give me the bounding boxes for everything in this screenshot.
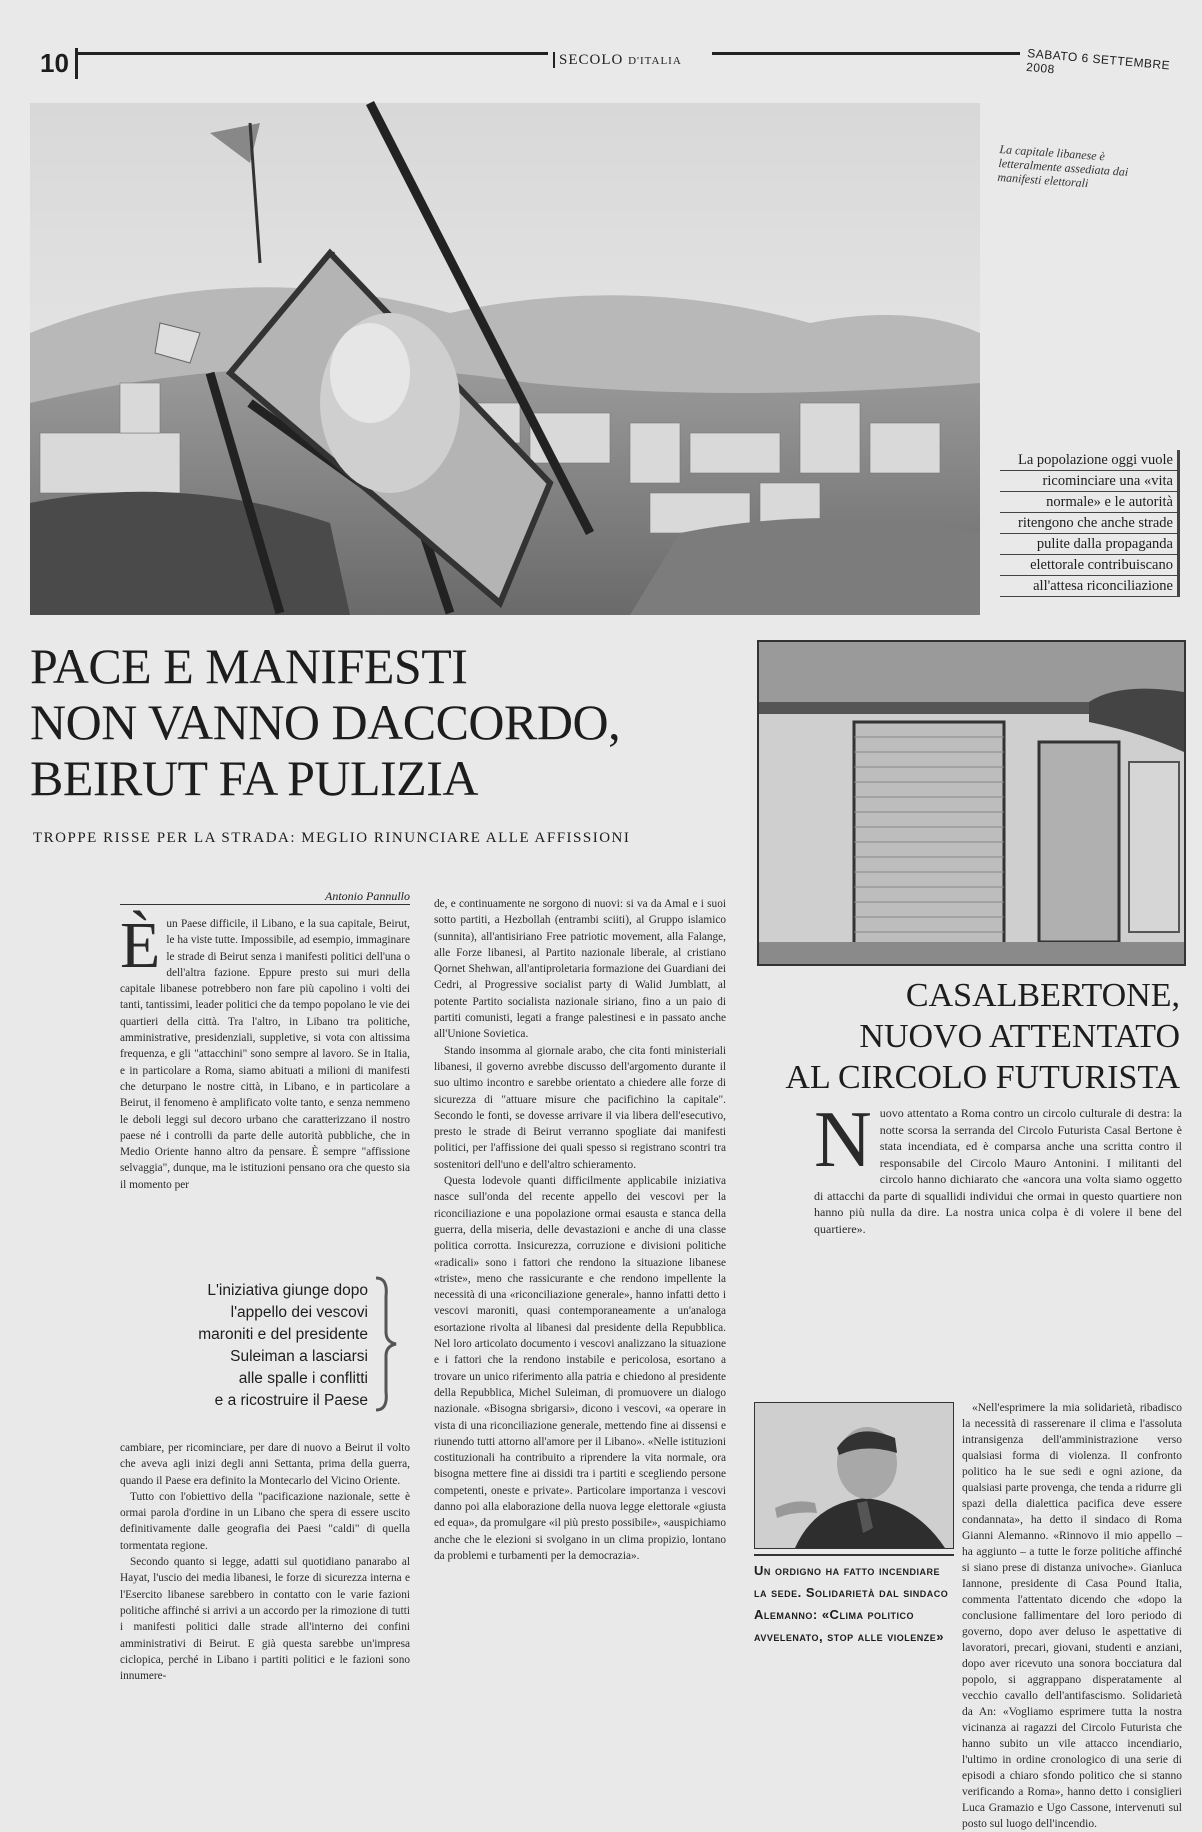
main-article-column-1 <box>120 909 410 1240</box>
main-article-column-1b <box>120 1440 410 1720</box>
sidebar-quote-line: ricominciare una «vita <box>1000 471 1180 492</box>
pull-quote-line: Suleiman a lasciarsi <box>230 1348 368 1365</box>
body-paragraph: Tutto con l'obiettivo della "pacificazione nazionale, sette è ormai parola d'ordine in un Libano che spera di essere uscito definitivamente dalle geografia dei Paesi "caldi" di quella tormentata regione. <box>120 1490 410 1552</box>
author-byline <box>120 889 410 905</box>
main-subheadline: TROPPE RISSE PER LA STRADA: MEGLIO RINUNCIARE ALLE AFFISSIONI <box>33 830 631 846</box>
pull-quote-brace-icon <box>372 1276 398 1412</box>
top-photo <box>30 103 980 615</box>
sidebar-quote-line: all'attesa riconciliazione <box>1000 576 1180 597</box>
body-paragraph: Secondo quanto si legge, adatti sul quotidiano panarabo al Hayat, l'uscio dei media libanesi, le forze di sicurezza interna e l'Esercito libanese sarebbero in contatto con le varie fazioni politiche affinché si arrivi a un accordo per la rimozione di tutti i manifesti politici dalle strade all'interno dei confini amministrativi di Beirut. E già questa sarebbe un'impresa ciclopica, perché in Libano i partiti politici e le fazioni sono innumere- <box>120 1556 410 1683</box>
pull-quote-line: alle spalle i conflitti <box>238 1370 368 1387</box>
sidebar-quote-line: pulite dalla propaganda <box>1000 534 1180 555</box>
body-paragraph: un Paese difficile, il Libano, e la sua capitale, Beirut, le ha viste tutte. Impossibile, ad esempio, immaginare le strade di Beirut senza i manifesti politici dell'una o dell'altra fazione. Eppure presto sui muri della capitale libanese potrebbero non fare più capolino i volti dei tanti, tantissimi, leader politici che da tempo popolano le vie dei quartieri della città. Tra l'altro, in Libano tra politiche, amministrative, presidenziali, suppletive, si vota con altissima frequenza, e gli "attacchini" sono sempre al lavoro. Se in Italia, e in particolare a Roma, siamo abituati a milioni di manifesti che deturpano le nostre città, in Libano, e in particolare a Beirut, il fenomeno è amplificato volte tanto, e senza nemmeno le deboli leggi sul decoro urbano che caratterizzano il nostro paese né i controlli da parte delle autorità pubbliche, che in Medio Oriente hanno altro da pensare. È sempre "affissione selvaggia", dunque, ma le istituzioni pensano ora che questo sia il momento per <box>120 918 410 1191</box>
header-rule-left <box>78 52 548 55</box>
sidebar-quote-line: normale» e le autorità <box>1000 492 1180 513</box>
pull-quote-line: maroniti e del presidente <box>198 1326 368 1343</box>
body-paragraph: Stando insomma al giornale arabo, che cita fonti ministeriali libanesi, il governo avrebbe discusso dell'argomento durante il suo ultimo incontro e sarebbe orientato a chiedere alle forze di sicurezza di "attuare misure che pacifichino la capitale". Secondo le fonti, se dovesse arrivare il via libera dell'esecutivo, presto le strade di Beirut verranno spogliate dai manifesti politici, per l'affissione dei quali spesso si registrano scontri tra sostenitori dell'uno e dell'altro schieramento. <box>434 1044 726 1171</box>
issue-date: SABATO 6 SETTEMBRE 2008 <box>1025 46 1171 77</box>
main-article-column-2 <box>434 896 726 1716</box>
headline-line: PACE E MANIFESTI <box>30 638 468 694</box>
pull-quote-line: l'appello dei vescovi <box>230 1304 368 1321</box>
second-headline-line: AL CIRCOLO FUTURISTA <box>785 1059 1180 1096</box>
second-headline-line: CASALBERTONE, <box>905 977 1180 1014</box>
body-paragraph: uovo attentato a Roma contro un circolo culturale di destra: la notte scorsa la serranda del Circolo Futurista Casal Bertone è stata incendiata, ed è comparsa anche una scritta contro il responsabile del Circolo Mauro Antonini. I militanti del circolo hanno dichiarato che «ancora una volta siamo oggetto di attacchi da parte di squallidi individui che ormai in questo quartiere non hanno più nulla da dire. La nostra unica colpa è di volere il bene del quartiere». <box>814 1106 1182 1236</box>
masthead-main: SECOLO <box>553 52 623 68</box>
pull-quote-line: e a ricostruire il Paese <box>214 1392 368 1409</box>
main-headline <box>30 638 620 806</box>
second-headline-line: NUOVO ATTENTATO <box>859 1018 1180 1055</box>
headline-line: BEIRUT FA PULIZIA <box>30 750 478 806</box>
alemanno-photo <box>754 1402 954 1549</box>
burnt-shutter-photo <box>759 642 1184 964</box>
pull-quote <box>160 1280 368 1412</box>
second-article-body <box>814 1096 1182 1405</box>
second-headline <box>755 975 1180 1098</box>
beirut-billboard-photo <box>30 103 980 615</box>
second-dropcap: N <box>814 1096 872 1184</box>
header-rule-right <box>712 52 1020 55</box>
alemanno-photo-caption: Un ordigno ha fatto incendiare la sede. Solidarietà dal sindaco Alemanno: «Clima politico avvelenato, stop alle violenze» <box>754 1554 954 1648</box>
sidebar-quote-line: La popolazione oggi vuole <box>1000 450 1180 471</box>
body-paragraph: «Nell'esprimere la mia solidarietà, ribadisco la necessità di rasserenare il clima e l'assoluta intransigenza dell'amministrazione verso qualsiasi forma di violenza. Il confronto politico ha le sue sedi e ogni azione, da qualsiasi parte provenga, che tenda a ridurre gli spazi della dialettica pacifica deve essere condannata», ha detto il sindaco di Roma Gianni Alemanno. «Rinnovo il mio appello – ha aggiunto – a tutte le forze politiche affinché si siano prese di distanza univoche». Gianluca Iannone, presidente di Casa Pound Italia, commenta l'attentato dicendo che «dopo la conclusione fallimentare del loro periodo di governo, dopo aver deluso le aspettative di lavoratori, precari, giovani, studenti e anziani, dopo aver ricevuto una sonora bocciatura dal popolo, si aggrappano disperatamente al vecchio cavallo dell'antifascismo. Solidarietà da An: «Vogliamo esprimere tutta la nostra vicinanza ai ragazzi del Circolo Futurista che hanno subito un vile attacco incendiario, l'ultimo in ordine cronologico di una serie di episodi a chiaro sfondo politico che si stanno verificando a Roma», hanno detto i consiglieri Luca Gramazio e Ugo Cassone, intervenuti sul posto sul luogo dell'incendio. <box>962 1402 1182 1830</box>
sidebar-quote <box>1000 450 1180 597</box>
page-number: 10 <box>40 48 78 79</box>
sidebar-quote-line: elettorale contribuiscano <box>1000 555 1180 576</box>
top-photo-caption: La capitale libanese è letteralmente assediata dai manifesti elettorali <box>997 142 1129 191</box>
sidebar-quote-line: ritengono che anche strade <box>1000 513 1180 534</box>
body-paragraph: Questa lodevole quanti difficilmente applicabile iniziativa nasce sull'onda del recente appello dei vescovi per la riconciliazione e una popolazione ormai esausta e stanca della guerra, della miseria, delle devastazioni e anche di una classe politica corrotta. Insicurezza, corruzione e divisioni politiche «radicali» sono i fattori che rendono la situazione libanese «triste», meno che rassicurante e che rendono impellente la necessità di una «riconciliazione generale», hanno infatti detto i vescovi maroniti, quasi contemporaneamente a un'analoga esortazione rivolta al libanesi dal presidente della Repubblica. Nel loro articolato documento i vescovi analizzano la situazione e i fattori che la rendono instabile e pericolosa, esortano a trovare un unico riferimento alla patria e chiedono al presidente della Repubblica, Michel Suleiman, di promuovere un dialogo nazionale. «Bisogna sbrigarsi», dicono i vescovi, «a operare in vista di una riconciliazione generale, mettendo fine ai dissensi e riunendo tutti attorno all'amore per il Libano». «Nelle istituzioni costituzionali ha contribuito a riprendere la vita normale, ora bisogna mettere fine ai dissidi tra i partiti e scegliendo persone competenti, oneste e private». Particolare importanza i vescovi danno poi alla elaborazione della nuova legge elettorale «giusta ed equa», da promulgare «il più presto possibile», «auspichiamo anche che le elezioni si svolgano in un clima propizio, lontano da problemi e turbamenti per la democrazia». <box>434 1175 726 1562</box>
author-name: Antonio Pannullo <box>321 889 410 903</box>
masthead-small: D'ITALIA <box>628 55 682 67</box>
pull-quote-line: L'iniziativa giunge dopo <box>207 1282 368 1299</box>
headline-line: NON VANNO DACCORDO, <box>30 694 621 750</box>
main-dropcap: È <box>120 909 161 982</box>
second-article-column <box>962 1400 1182 1830</box>
alemanno-portrait <box>755 1403 953 1548</box>
circolo-photo <box>757 640 1186 966</box>
body-paragraph: cambiare, per ricominciare, per dare di nuovo a Beirut il volto che aveva agli inizi degli anni Settanta, prima della guerra, quando il Paese era definito la Montecarlo del Vicino Oriente. <box>120 1442 410 1487</box>
body-paragraph: de, e continuamente ne sorgono di nuovi: si va da Amal e i suoi sotto partiti, a Hezbollah (entrambi sciiti), al Gruppo islamico (sunnita), all'antisiriano Free patriotic movement, alla Falange, alle Forze libanesi, al Partito nazionale liberale, al cristiano Qornet Shehwan, all'antiproletaria formazione dei Guardiani dei Cedri, al Progressive socialist party di Walid Jumblatt, al potente Partito socialista nazionale siriano, fino a un paio di partiti comunisti, legati a frange palestinesi e in passato anche all'Unione Sovietica. <box>434 898 726 1041</box>
masthead <box>553 52 682 69</box>
